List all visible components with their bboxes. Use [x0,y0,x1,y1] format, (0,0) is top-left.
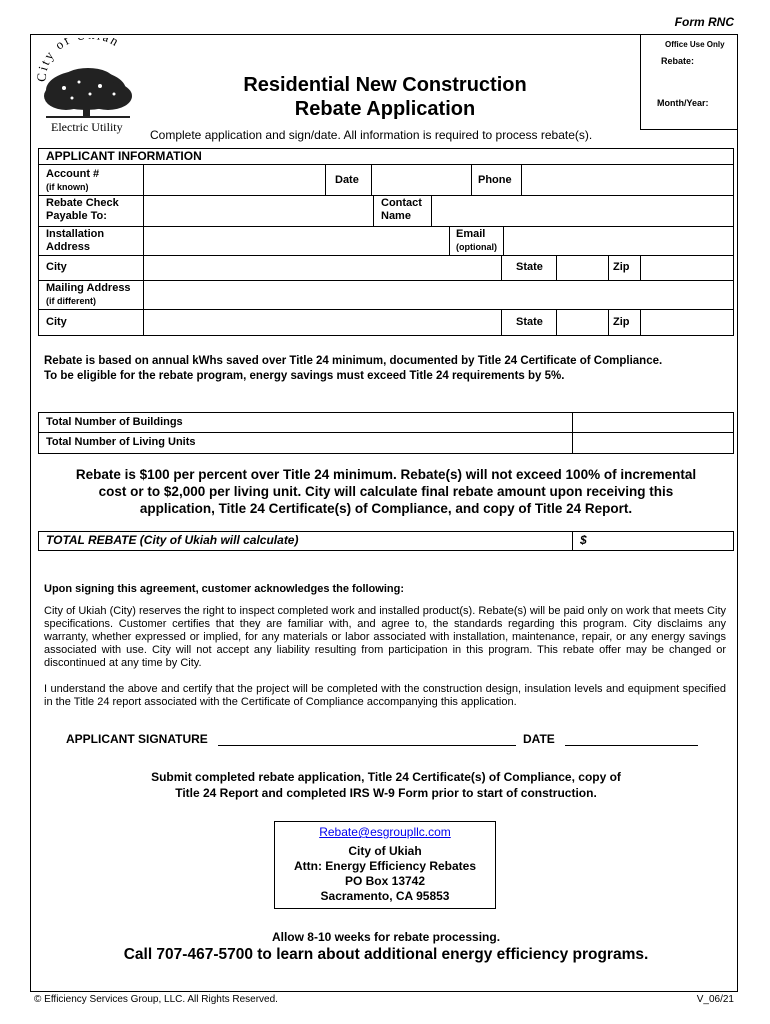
rebate-email-link[interactable]: Rebate@esgroupllc.com [319,825,451,839]
office-use-heading: Office Use Only [665,40,725,49]
footer-copyright: © Efficiency Services Group, LLC. All Rights Reserved. [34,994,278,1005]
logo-subtitle: Electric Utility [51,120,123,134]
payable-label-line2: Payable To: [46,210,107,222]
form-title-line2: Rebate Application [294,98,476,120]
office-use-box [640,34,738,130]
address-line1: City of Ukiah [348,844,422,858]
buildings-input[interactable] [573,413,733,432]
logo-arc-text: City of h [34,38,123,83]
email-label: Email [456,228,486,240]
rebate-line3: application, Title 24 Certificate(s) of Compliance, and copy of Title 24 Report. [139,501,633,516]
basis-line1: Rebate is based on annual kWhs saved over Title 24 minimum, documented by Title 24 Certificate of Compliance. [44,355,663,367]
submit-line1: Submit completed rebate application, Title 24 Certificate(s) of Compliance, copy of [151,770,621,784]
date-sign-line[interactable] [565,745,698,746]
address-line4: Sacramento, CA 95853 [320,889,450,903]
call-line: Call 707-467-5700 to learn about additional energy efficiency programs. [123,946,649,963]
install-label-line2: Address [46,241,91,253]
applicant-table [38,148,734,336]
office-rebate-label: Rebate: [661,56,695,66]
ack-heading: Upon signing this agreement, customer acknowledges the following: [44,583,404,595]
phone-input[interactable] [522,165,733,195]
state-label: State [516,261,543,273]
rebate-line2: cost or to $2,000 per living unit. City will calculate final rebate amount upon receiving this [98,484,674,499]
install-address-input[interactable] [144,227,448,255]
city-label: City [46,261,67,273]
units-input[interactable] [573,433,733,453]
mailing-label: Mailing Address [46,282,131,294]
footer-version: V_06/21 [696,994,734,1005]
account-note: (if known) [46,182,89,192]
payable-label-line1: Rebate Check [46,197,119,209]
state2-label: State [516,316,543,328]
contact-input[interactable] [432,196,733,226]
ack-paragraph-2: I understand the above and certify that the project will be completed with the construction design, insulation levels and equipment specified in the Title 24 report associated with the Certificate of Compliance accompanying this application. [44,683,726,708]
date-input[interactable] [372,165,470,195]
account-label: Account # [46,168,100,180]
total-currency: $ [580,533,587,547]
mailing-note: (if different) [46,296,96,306]
zip2-label: Zip [613,316,630,328]
zip-label: Zip [613,261,630,273]
signature-line[interactable] [218,745,516,746]
basis-line2: To be eligible for the rebate program, energy savings must exceed Title 24 requirements by 5%. [44,370,565,382]
ack-paragraph-1: City of Ukiah (City) reserves the right to inspect completed work and installed product(s). Rebate(s) will be paid only on work that meets City specifications. Customer certifies that they are familiar with, and agree to, the standards regarding this program. City disclaims any warranty, whether expressed or implied, for any materials or labor associated with installation, maintenance, repair, or any energy savings associated with use. City will not accept any liability resulting from participation in this program. This rebate offer may be changed or discontinued at any time by City. [44,605,726,669]
email-input[interactable] [504,227,733,255]
total-rebate-row [38,531,734,551]
state2-input[interactable] [557,310,607,335]
city2-input[interactable] [144,310,500,335]
form-title-line1: Residential New Construction [243,74,527,96]
contact-label-line1: Contact [381,197,422,209]
signature-label: APPLICANT SIGNATURE [66,732,208,746]
phone-label: Phone [478,174,512,186]
email-note: (optional) [456,242,497,252]
date-sign-label: DATE [523,732,555,746]
city2-label: City [46,316,67,328]
account-input[interactable] [144,165,324,195]
mailing-address-input[interactable] [144,281,733,309]
count-table [38,412,734,454]
install-label-line1: Installation [46,228,105,240]
buildings-label: Total Number of Buildings [46,416,183,428]
address-line3: PO Box 13742 [344,874,426,888]
processing-note: Allow 8-10 weeks for rebate processing. [271,930,501,944]
submit-line2: Title 24 Report and completed IRS W-9 Form prior to start of construction. [175,786,597,800]
rebate-line1: Rebate is $100 per percent over Title 24 minimum. Rebate(s) will not exceed 100% of incremental [75,467,697,482]
contact-label-line2: Name [381,210,411,222]
applicant-heading: APPLICANT INFORMATION [46,149,202,163]
total-rebate-label: TOTAL REBATE (City of Ukiah will calculate) [46,533,299,547]
city-input[interactable] [144,256,500,280]
payable-input[interactable] [144,196,372,226]
date-label: Date [335,174,359,186]
instructions: Complete application and sign/date. All information is required to process rebate(s). [150,128,593,142]
units-label: Total Number of Living Units [46,436,196,448]
form-id: Form RNC [674,15,734,29]
zip2-input[interactable] [641,310,733,335]
address-line2: Attn: Energy Efficiency Rebates [293,859,477,873]
mailing-box [274,821,496,909]
state-input[interactable] [557,256,607,280]
office-month-year-label: Month/Year: [657,98,709,108]
zip-input[interactable] [641,256,733,280]
rebate-statement [38,466,734,517]
